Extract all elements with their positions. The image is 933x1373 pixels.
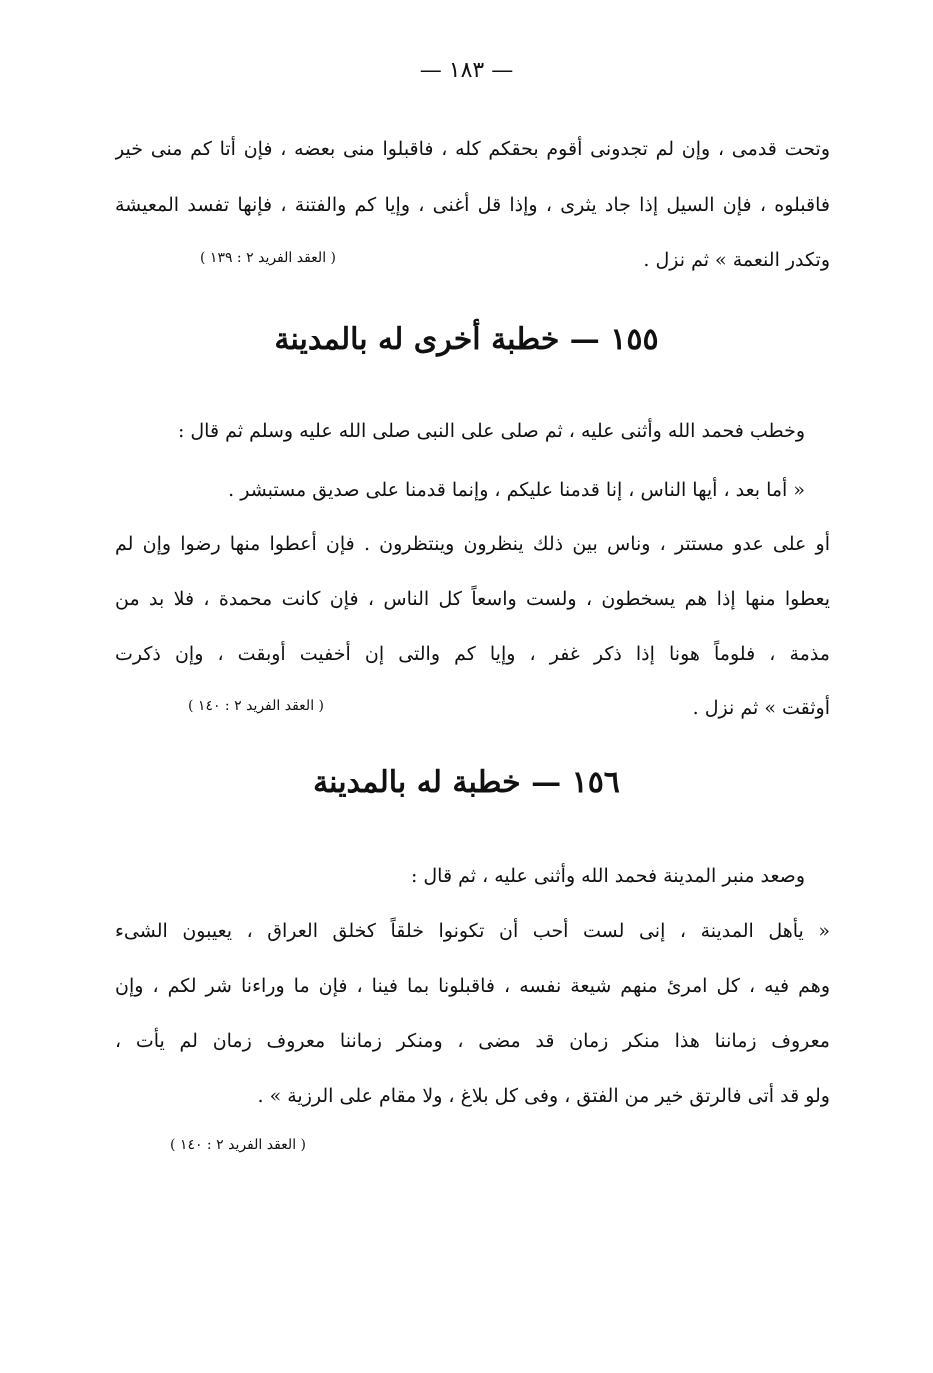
text-line: وصعد منبر المدينة فحمد الله وأثنى عليه ، ثم قال : (410, 865, 805, 887)
text-line: أو على عدو مستتر ، وناس بين ذلك ينظرون وينتظرون . فإن أعطوا منها رضوا وإن لم (115, 533, 830, 555)
source-citation: ( العقد الفريد ٢ : ١٣٩ ) (200, 250, 336, 266)
text-line: ولو قد أتى فالرتق خير من الفتق ، وفى كل بلاغ ، ولا مقام على الرزية » . (257, 1085, 830, 1107)
text-line: وتحت قدمى ، وإن لم تجدونى أقوم بحقكم كله ، فاقبلوا منى بعضه ، فإن أتا كم منى خير (115, 138, 830, 160)
text-line: « أما بعد ، أيها الناس ، إنا قدمنا عليكم ، وإنما قدمنا على صديق مستبشر . (228, 479, 805, 501)
text-line: وتكدر النعمة » ثم نزل . (643, 249, 830, 271)
section-heading: ١٥٦ — خطبة له بالمدينة (313, 765, 620, 800)
source-citation: ( العقد الفريد ٢ : ١٤٠ ) (170, 1137, 306, 1153)
text-line: وخطب فحمد الله وأثنى عليه ، ثم صلى على النبى صلى الله عليه وسلم ثم قال : (177, 420, 805, 442)
text-line: وهم فيه ، كل امرئ منهم شيعة نفسه ، فاقبلونا بما فينا ، فإن ما وراءنا شر لكم ، وإن (115, 975, 830, 997)
text-line: أوثقت » ثم نزل . (692, 697, 830, 719)
page-number: — ١٨٣ — (419, 58, 514, 83)
source-citation: ( العقد الفريد ٢ : ١٤٠ ) (188, 698, 324, 714)
text-line: فاقبلوه ، فإن السيل إذا جاد يثرى ، وإذا قل أغنى ، وإيا كم والفتنة ، فإنها تفسد المعيشة (115, 194, 830, 216)
text-line: يعطوا منها إذا هم يسخطون ، ولست واسعاً كل الناس ، فإن كانت محمدة ، فلا بد من (115, 588, 830, 610)
text-line: « يأهل المدينة ، إنى لست أحب أن تكونوا خلقاً كخلق العراق ، يعيبون الشىء (115, 920, 830, 942)
text-line: معروف زماننا هذا منكر زمان قد مضى ، ومنكر زماننا معروف زمان لم يأت ، (115, 1030, 830, 1052)
text-line: مذمة ، فلوماً هونا إذا ذكر غفر ، وإيا كم والتى إن أخفيت أوبقت ، وإن ذكرت (115, 643, 830, 665)
section-heading: ١٥٥ — خطبة أخرى له بالمدينة (274, 322, 659, 357)
